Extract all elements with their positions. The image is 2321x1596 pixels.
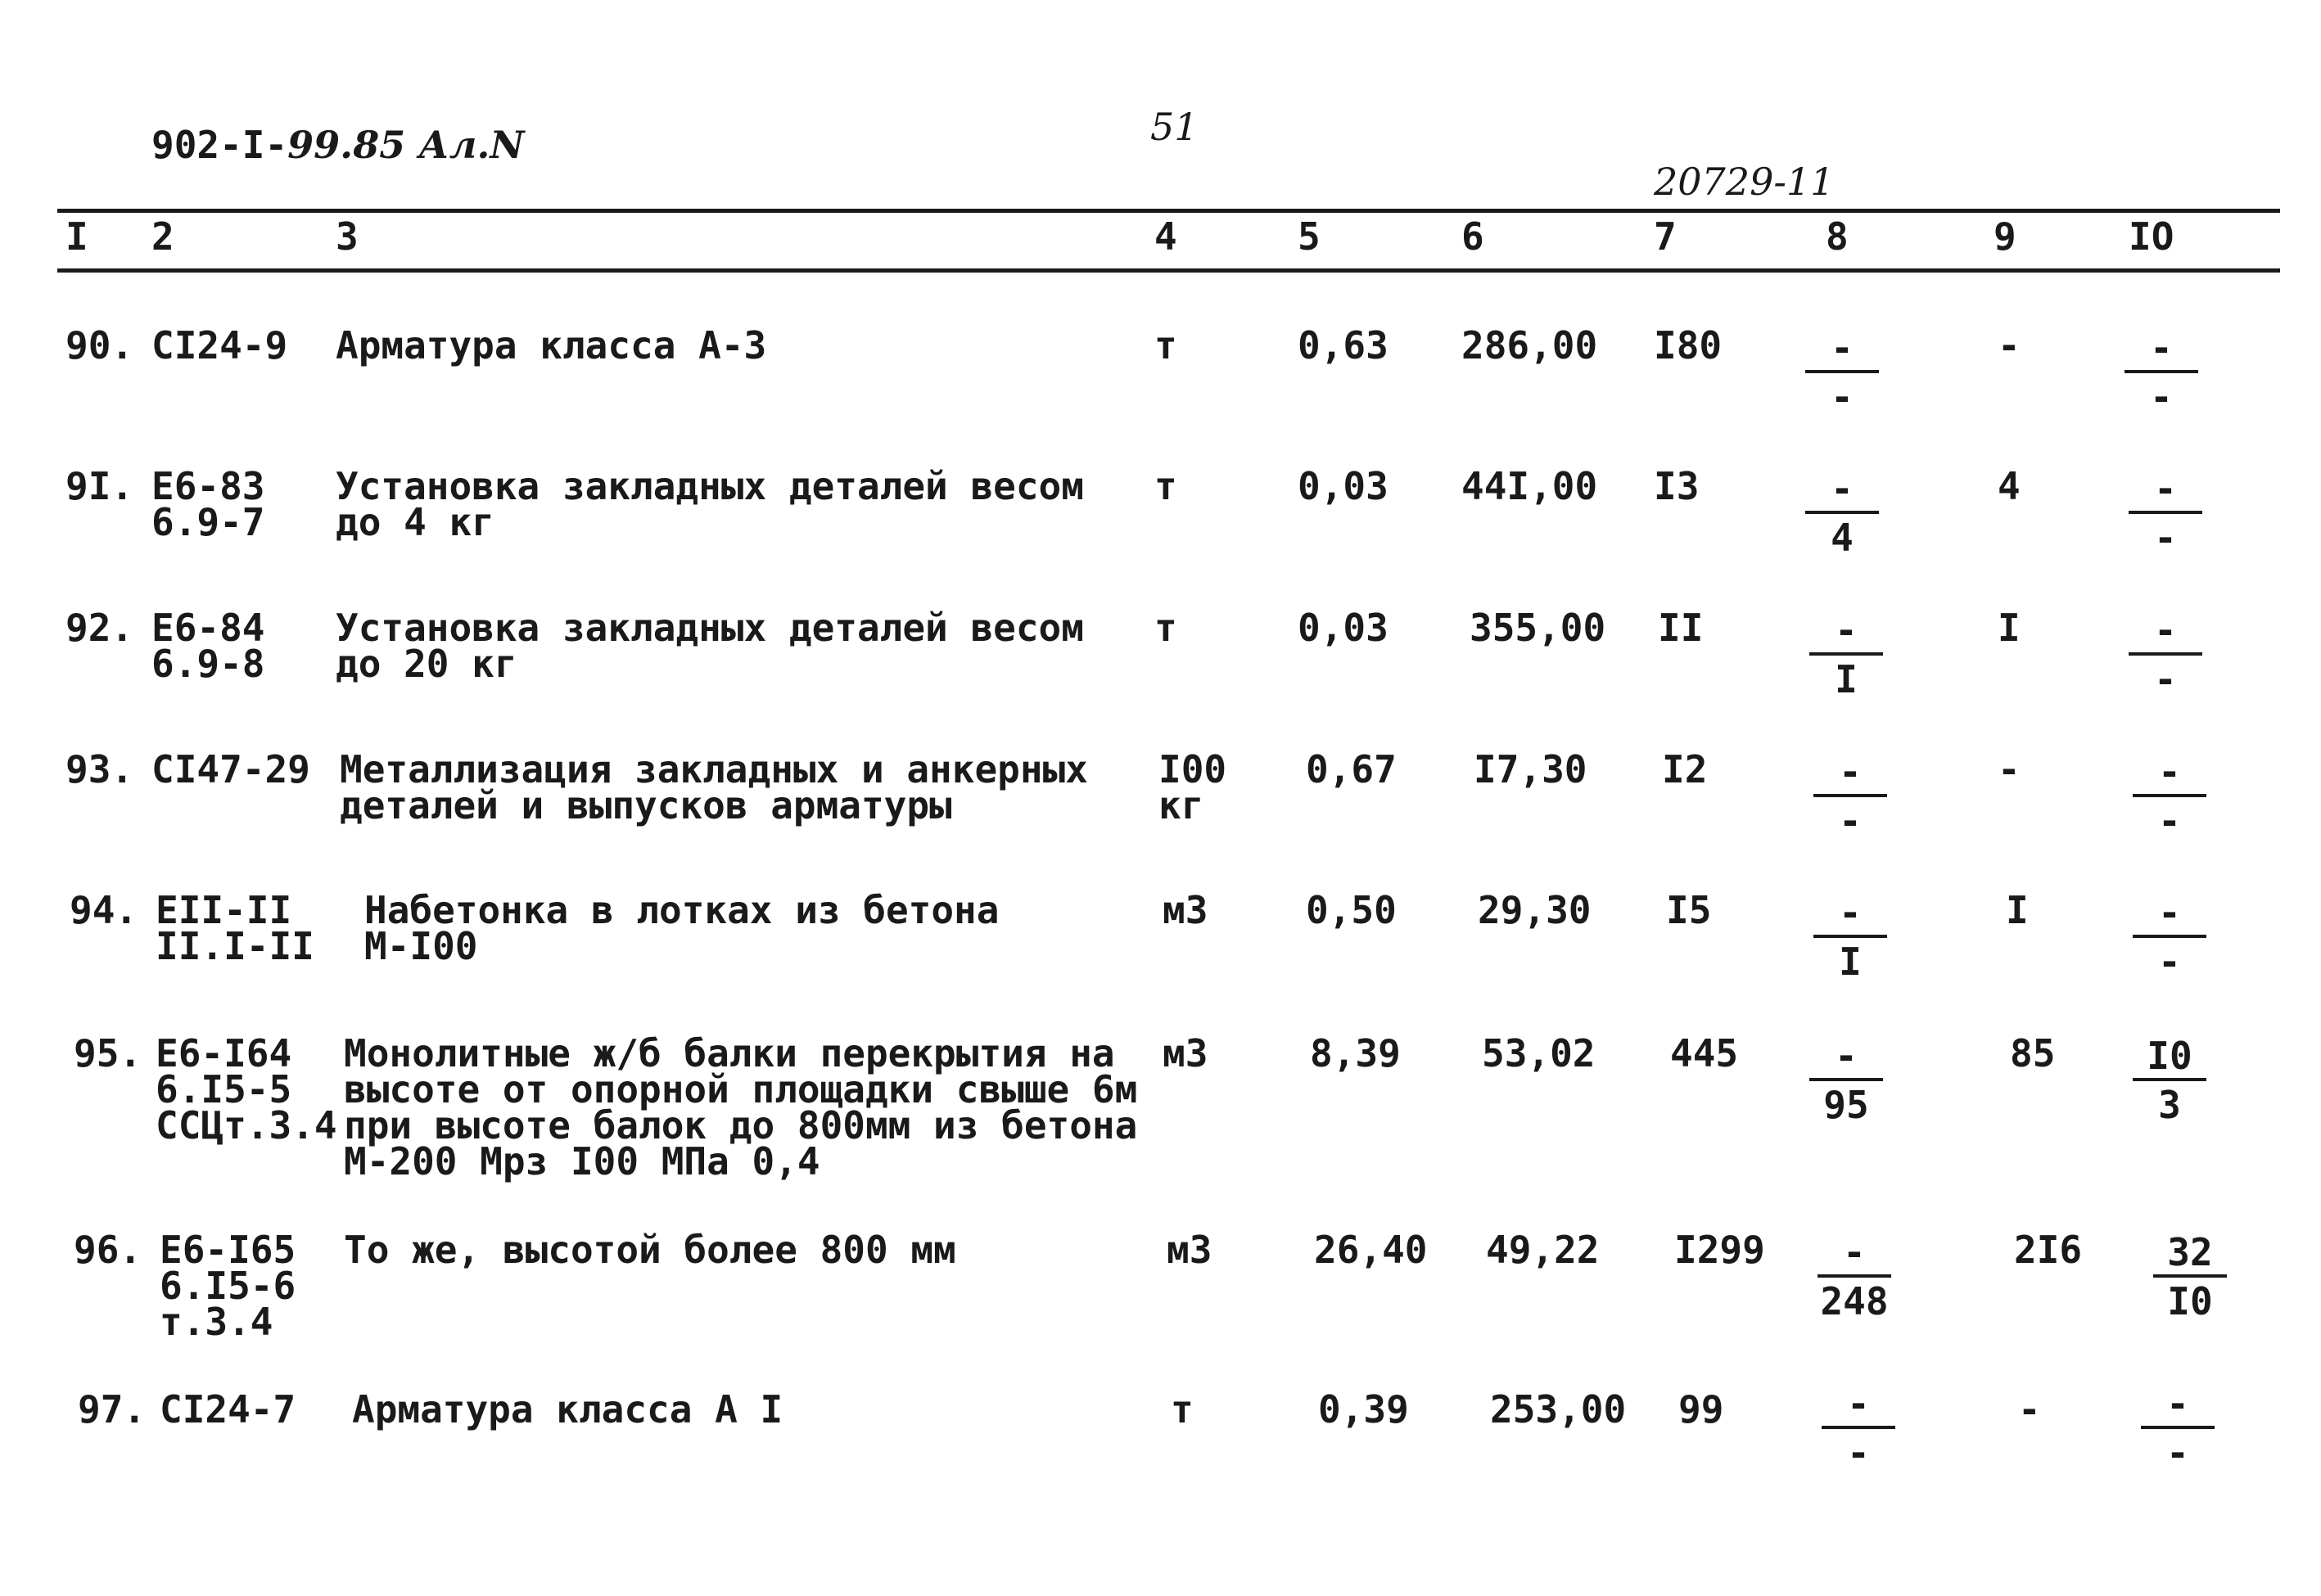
fraction-numerator: - <box>1839 750 1862 794</box>
column-header-2: 2 <box>151 214 174 259</box>
fraction-numerator: I0 <box>2147 1034 2192 1078</box>
fraction-denominator: - <box>1831 375 1854 419</box>
total-cost: I3 <box>1654 464 1700 508</box>
row-number: 90. <box>65 323 134 367</box>
fraction-numerator: - <box>1843 1230 1866 1274</box>
work-description: Установка закладных деталей весом до 20 кг <box>336 606 1084 686</box>
fraction-denominator: 4 <box>1831 516 1854 560</box>
total-cost: I2 <box>1662 747 1708 791</box>
fraction-denominator: I <box>1835 657 1858 701</box>
column-10-fraction <box>2141 1383 2215 1473</box>
total-cost: I299 <box>1674 1228 1765 1272</box>
fraction-denominator: - <box>1839 799 1862 843</box>
column-10-fraction <box>2129 468 2202 558</box>
norm-code: Е6-84 6.9-8 <box>151 606 265 686</box>
work-description: Монолитные ж/б балки перекрытия на высоте от опорной площадки свыше 6м при высоте балок до 800мм из бетона М-200 Мрз I00 МПа 0,4 <box>344 1031 1138 1183</box>
unit-price: 286,00 <box>1461 323 1598 367</box>
unit-price: 49,22 <box>1486 1228 1600 1272</box>
column-8-fraction <box>1813 892 1887 982</box>
column-10-fraction <box>2153 1232 2227 1322</box>
fraction-numerator: 32 <box>2167 1230 2213 1274</box>
fraction-numerator: - <box>1831 326 1854 370</box>
fraction-numerator: - <box>1835 608 1858 652</box>
work-description: Арматура класса А-3 <box>336 323 767 367</box>
total-cost: II <box>1658 606 1704 650</box>
quantity: 0,67 <box>1306 747 1397 791</box>
norm-code: ЕII-II II.I-II <box>156 888 314 968</box>
fraction-numerator: - <box>1847 1382 1870 1426</box>
column-8-fraction <box>1818 1232 1891 1322</box>
row-number: 97. <box>78 1387 147 1431</box>
norm-code: Е6-83 6.9-7 <box>151 464 265 544</box>
fraction-numerator: - <box>1835 1034 1858 1078</box>
document-code <box>151 123 524 167</box>
column-10-fraction <box>2133 892 2206 982</box>
column-header-3: 3 <box>336 214 359 259</box>
document-code-handwritten: 99.85 Ал.N <box>287 123 525 167</box>
fraction-denominator: - <box>2158 940 2181 984</box>
column-8-fraction <box>1809 1035 1883 1125</box>
work-description: То же, высотой более 800 мм <box>344 1228 956 1272</box>
unit: I00 кг <box>1158 747 1227 827</box>
work-description: Установка закладных деталей весом до 4 кг <box>336 464 1084 544</box>
total-cost: I80 <box>1654 323 1723 367</box>
unit: т <box>1154 464 1177 508</box>
quantity: 26,40 <box>1314 1228 1428 1272</box>
norm-code: Е6-I64 6.I5-5 ССЦт.3.4 <box>156 1031 337 1147</box>
work-description: Металлизация закладных и анкерных деталей и выпусков арматуры <box>340 747 1088 827</box>
column-9-value: 85 <box>2010 1031 2056 1075</box>
fraction-denominator: - <box>2166 1431 2189 1475</box>
unit-price: I7,30 <box>1474 747 1587 791</box>
total-cost: I5 <box>1666 888 1712 932</box>
total-cost: 99 <box>1678 1387 1724 1431</box>
table-header-rule <box>57 268 2280 273</box>
total-cost: 445 <box>1670 1031 1739 1075</box>
column-header-7: 7 <box>1654 214 1677 259</box>
row-number: 96. <box>74 1228 142 1272</box>
fraction-numerator: - <box>2154 467 2177 511</box>
column-header-1: I <box>65 214 88 259</box>
unit-price: 355,00 <box>1470 606 1606 650</box>
fraction-denominator: 95 <box>1823 1083 1869 1127</box>
quantity: 0,50 <box>1306 888 1397 932</box>
column-8-fraction <box>1805 327 1879 417</box>
column-9-value: - <box>1998 747 2021 791</box>
work-description: Набетонка в лотках из бетона М-I00 <box>364 888 1000 968</box>
unit: м3 <box>1163 1031 1208 1075</box>
fraction-denominator: - <box>2154 516 2177 560</box>
column-header-4: 4 <box>1154 214 1177 259</box>
column-9-value: - <box>1998 323 2021 367</box>
unit: т <box>1154 323 1177 367</box>
column-8-fraction <box>1813 751 1887 841</box>
column-9-value: 4 <box>1998 464 2021 508</box>
unit-price: 44I,00 <box>1461 464 1598 508</box>
column-10-fraction <box>2133 751 2206 841</box>
column-9-value: I <box>2006 888 2029 932</box>
fraction-denominator: I <box>1839 940 1862 984</box>
fraction-denominator: - <box>2158 799 2181 843</box>
column-8-fraction <box>1809 610 1883 700</box>
norm-code: CI24-7 <box>160 1387 296 1431</box>
row-number: 9I. <box>65 464 134 508</box>
norm-code: CI24-9 <box>151 323 288 367</box>
unit: м3 <box>1163 888 1208 932</box>
fraction-numerator: - <box>1839 890 1862 935</box>
unit-price: 53,02 <box>1482 1031 1596 1075</box>
norm-code: CI47-29 <box>151 747 310 791</box>
fraction-denominator: 248 <box>1820 1279 1889 1323</box>
fraction-numerator: - <box>2150 326 2173 370</box>
fraction-numerator: - <box>2166 1382 2189 1426</box>
document-code-printed: 902-I- <box>151 123 288 167</box>
quantity: 0,03 <box>1298 464 1389 508</box>
row-number: 95. <box>74 1031 142 1075</box>
column-header-9: 9 <box>1994 214 2016 259</box>
quantity: 0,63 <box>1298 323 1389 367</box>
fraction-denominator: - <box>1847 1431 1870 1475</box>
work-description: Арматура класса А I <box>352 1387 783 1431</box>
fraction-denominator: - <box>2154 657 2177 701</box>
row-number: 92. <box>65 606 134 650</box>
column-9-value: - <box>2018 1387 2041 1431</box>
column-header-5: 5 <box>1298 214 1321 259</box>
row-number: 94. <box>70 888 138 932</box>
column-10-fraction <box>2125 327 2198 417</box>
fraction-numerator: - <box>1831 467 1854 511</box>
fraction-denominator: I0 <box>2167 1279 2213 1323</box>
column-8-fraction <box>1805 468 1879 558</box>
fraction-numerator: - <box>2158 890 2181 935</box>
unit: м3 <box>1167 1228 1212 1272</box>
fraction-numerator: - <box>2158 750 2181 794</box>
unit: т <box>1171 1387 1194 1431</box>
column-header-6: 6 <box>1461 214 1484 259</box>
column-9-value: 2I6 <box>2014 1228 2083 1272</box>
unit-price: 253,00 <box>1490 1387 1627 1431</box>
column-10-fraction <box>2129 610 2202 700</box>
quantity: 0,03 <box>1298 606 1389 650</box>
row-number: 93. <box>65 747 134 791</box>
unit: т <box>1154 606 1177 650</box>
column-9-value: I <box>1998 606 2021 650</box>
column-header-10: IO <box>2129 214 2174 259</box>
fraction-denominator: - <box>2150 375 2173 419</box>
inventory-number: 20729-11 <box>1654 160 1835 204</box>
quantity: 0,39 <box>1318 1387 1409 1431</box>
column-10-fraction <box>2133 1035 2206 1125</box>
column-header-8: 8 <box>1826 214 1849 259</box>
quantity: 8,39 <box>1310 1031 1401 1075</box>
norm-code: Е6-I65 6.I5-6 т.3.4 <box>160 1228 296 1344</box>
fraction-denominator: 3 <box>2158 1083 2181 1127</box>
unit-price: 29,30 <box>1478 888 1592 932</box>
column-8-fraction <box>1822 1383 1895 1473</box>
fraction-numerator: - <box>2154 608 2177 652</box>
page-number: 51 <box>1150 105 1199 149</box>
table-top-rule <box>57 209 2280 213</box>
